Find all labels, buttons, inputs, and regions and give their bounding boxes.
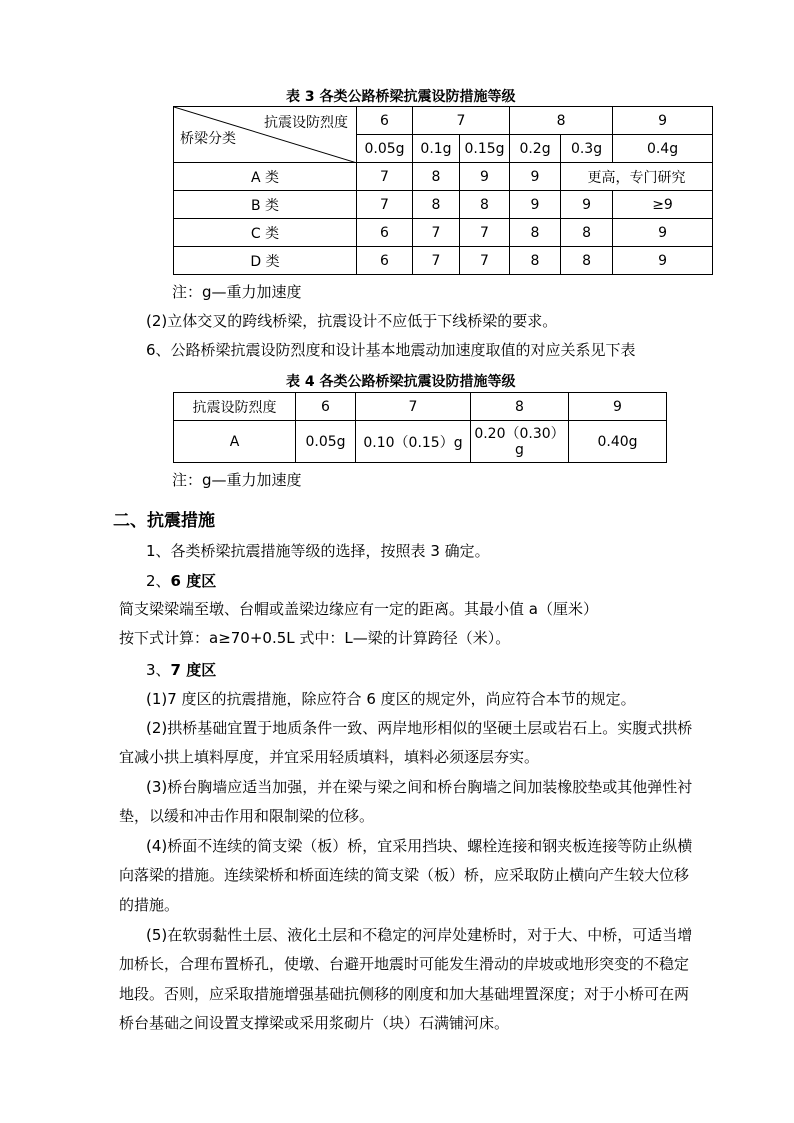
accel-cell: 0.1g: [413, 135, 460, 163]
header-cell: 6: [296, 393, 356, 421]
table-cell: 6: [357, 219, 413, 247]
subsection-heading: [146, 659, 216, 680]
table-cell: 8: [510, 247, 561, 275]
table-cell: 7: [413, 219, 460, 247]
table-row: [174, 247, 713, 275]
table-cell: 8: [561, 247, 613, 275]
table-cell: 7: [460, 247, 510, 275]
table-cell: 7: [460, 219, 510, 247]
header-cell: 抗震设防烈度: [174, 393, 296, 421]
intensity-cell: 8: [510, 107, 613, 135]
table-cell: 0.05g: [296, 421, 356, 463]
table-row: [174, 191, 713, 219]
paragraph-line: 加桥长，合理布置桥孔，使墩、台避开地震时可能发生滑动的岸坡或地形突变的不稳定: [119, 955, 690, 973]
table-cell: 0.40g: [569, 421, 667, 463]
table4: [173, 392, 667, 463]
paragraph-line: (4)桥面不连续的简支梁（板）桥，宜采用挡块、螺栓连接和钢夹板连接等防止纵横: [146, 837, 693, 855]
accel-cell: 0.05g: [357, 135, 413, 163]
row-label: A: [174, 421, 296, 463]
paragraph-line: 桥台基础之间设置支撑梁或采用浆砌片（块）石满铺河床。: [119, 1014, 510, 1032]
paragraph-line: 宜减小拱上填料厚度，并宜采用轻质填料，填料必须逐层夯实。: [119, 748, 540, 766]
table-cell: 8: [413, 163, 460, 191]
table3: [173, 106, 713, 275]
heading-number: 3、: [146, 661, 171, 679]
header-cell: 8: [471, 393, 569, 421]
table-cell: 7: [413, 247, 460, 275]
header-category-label: 桥梁分类: [180, 131, 236, 147]
table-cell: [471, 421, 569, 463]
heading-number: 2、: [146, 572, 171, 590]
paragraph-line: (3)桥台胸墙应适当加强，并在梁与梁之间和桥台胸墙之间加装橡胶垫或其他弹性衬: [146, 778, 693, 796]
header-cell: 9: [569, 393, 667, 421]
table-cell: 9: [510, 191, 561, 219]
accel-cell: 0.2g: [510, 135, 561, 163]
paragraph-line: (2)拱桥基础宜置于地质条件一致、两岸地形相似的坚硬土层或岩石上。实腹式拱桥: [146, 719, 693, 737]
table-cell: 9: [613, 219, 713, 247]
table3-caption: 表 3 各类公路桥梁抗震设防措施等级: [286, 89, 516, 105]
table3-note: 注：g—重力加速度: [172, 283, 302, 301]
table-cell: ≥9: [613, 191, 713, 219]
table-row: [174, 219, 713, 247]
table-cell: 8: [510, 219, 561, 247]
table4-caption: 表 4 各类公路桥梁抗震设防措施等级: [286, 374, 516, 390]
table-row: [174, 163, 713, 191]
table-cell: 9: [561, 191, 613, 219]
header-cell: 7: [356, 393, 471, 421]
subsection-heading: [146, 570, 216, 591]
paragraph-line: 向落梁的措施。连续梁桥和桥面连续的简支梁（板）桥，应采取防止横向产生较大位移: [119, 866, 690, 884]
paragraph-line: 地段。否则，应采取措施增强基础抗侧移的刚度和加大基础埋置深度；对于小桥可在两: [119, 985, 690, 1003]
formula-line: 按下式计算：a≥70+0.5L 式中：L—梁的计算跨径（米）。: [119, 629, 511, 647]
accel-cell: 0.15g: [460, 135, 510, 163]
accel-cell: 0.3g: [561, 135, 613, 163]
table3-corner-header: [174, 107, 357, 163]
row-label: B 类: [174, 191, 357, 219]
paragraph-line: 垫，以缓和冲击作用和限制梁的位移。: [119, 807, 375, 825]
table-cell: 9: [613, 247, 713, 275]
table-cell: 8: [460, 191, 510, 219]
row-label: D 类: [174, 247, 357, 275]
table-cell: 0.10（0.15）g: [356, 421, 471, 463]
paragraph: (2)立体交叉的跨线桥梁，抗震设计不应低于下线桥梁的要求。: [146, 312, 558, 330]
intensity-cell: 7: [413, 107, 510, 135]
paragraph-line: (5)在软弱黏性土层、液化土层和不稳定的河岸处建桥时，对于大、中桥，可适当增: [146, 926, 693, 944]
intensity-cell: 9: [613, 107, 713, 135]
paragraph-line: 的措施。: [119, 896, 180, 914]
paragraph: 1、各类桥梁抗震措施等级的选择，按照表 3 确定。: [146, 542, 490, 560]
row-label: A 类: [174, 163, 357, 191]
heading-text: 7 度区: [170, 661, 217, 679]
paragraph: (1)7 度区的抗震措施，除应符合 6 度区的规定外，尚应符合本节的规定。: [146, 690, 636, 708]
row-label: C 类: [174, 219, 357, 247]
table-cell: 8: [413, 191, 460, 219]
table-cell: 9: [510, 163, 561, 191]
accel-cell: 0.4g: [613, 135, 713, 163]
table-cell: 8: [561, 219, 613, 247]
value-line: g: [515, 441, 524, 458]
intensity-cell: 6: [357, 107, 413, 135]
table-cell: 6: [357, 247, 413, 275]
section-title: 二、抗震措施: [113, 511, 215, 531]
value-line: 0.20（0.30）: [474, 425, 565, 442]
header-intensity-label: 抗震设防烈度: [264, 115, 348, 131]
paragraph: 简支梁梁端至墩、台帽或盖梁边缘应有一定的距离。其最小值 a（厘米）: [119, 600, 598, 618]
heading-text: 6 度区: [170, 572, 217, 590]
table-cell: 7: [357, 163, 413, 191]
table4-note: 注：g—重力加速度: [172, 471, 302, 489]
table-cell-merged: 更高，专门研究: [561, 163, 713, 191]
table-cell: 7: [357, 191, 413, 219]
paragraph: 6、公路桥梁抗震设防烈度和设计基本地震动加速度取值的对应关系见下表: [146, 341, 636, 359]
table-cell: 9: [460, 163, 510, 191]
